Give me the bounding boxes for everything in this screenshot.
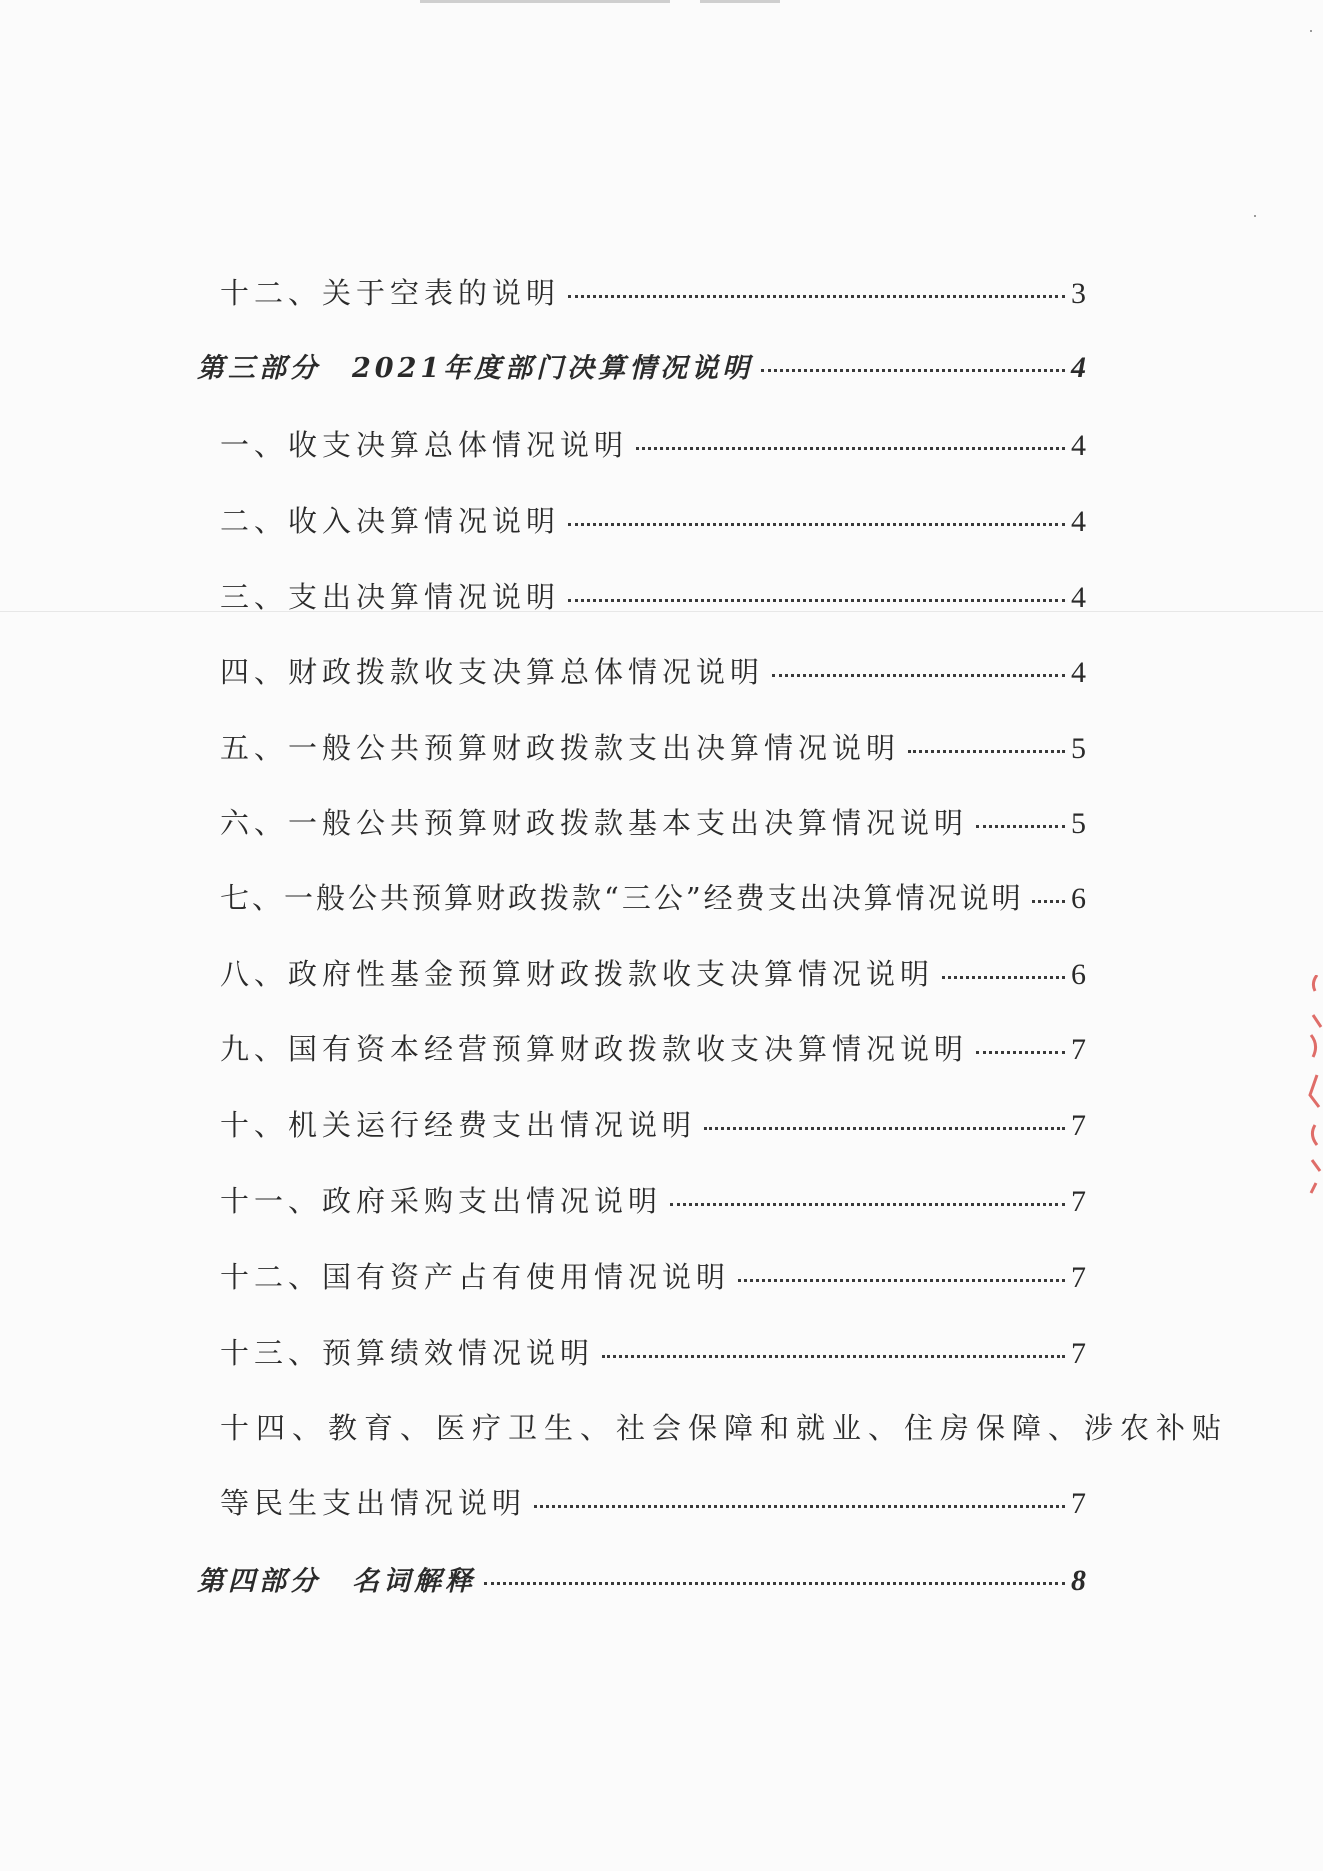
toc-entry[interactable] xyxy=(220,1331,1086,1371)
toc-entry-title: 二、收入决算情况说明 xyxy=(220,504,561,538)
toc-dot-leader xyxy=(772,674,1065,677)
toc-page-number: 4 xyxy=(1071,581,1086,614)
toc-dot-leader xyxy=(1032,900,1065,903)
toc-page-number: 7 xyxy=(1071,1261,1086,1294)
toc-dot-leader xyxy=(568,599,1065,602)
toc-dot-leader xyxy=(636,447,1065,450)
toc-entry-title: 七、一般公共预算财政拨款“三公”经费支出决算情况说明 xyxy=(220,881,1024,915)
toc-entry[interactable] xyxy=(220,575,1086,615)
toc-dot-leader xyxy=(568,523,1065,526)
toc-page-number: 4 xyxy=(1071,429,1086,462)
toc-entry[interactable] xyxy=(220,801,1086,841)
toc-dot-leader xyxy=(761,369,1065,372)
toc-dot-leader xyxy=(738,1279,1065,1282)
toc-entry[interactable] xyxy=(220,952,1086,992)
scan-top-edge-mark xyxy=(700,0,780,3)
toc-entry[interactable] xyxy=(220,1103,1086,1143)
toc-page-number: 4 xyxy=(1071,351,1086,384)
toc-dot-leader xyxy=(534,1505,1065,1508)
toc-entry-title: 十二、国有资产占有使用情况说明 xyxy=(220,1260,731,1294)
toc-entry-title: 第四部分 名词解释 xyxy=(197,1566,476,1597)
toc-entry[interactable] xyxy=(220,271,1086,311)
toc-entry[interactable] xyxy=(220,1255,1086,1295)
toc-entry-title-line2: 等民生支出情况说明 xyxy=(220,1486,527,1520)
toc-dot-leader xyxy=(976,1051,1065,1054)
toc-entry-title: 九、国有资本经营预算财政拨款收支决算情况说明 xyxy=(220,1032,969,1066)
toc-part-heading[interactable] xyxy=(197,1559,1086,1599)
toc-dot-leader xyxy=(670,1203,1065,1206)
toc-entry[interactable] xyxy=(220,1179,1086,1219)
toc-part-heading[interactable] xyxy=(197,346,1086,386)
toc-page-number: 6 xyxy=(1071,958,1086,991)
toc-entry-title: 十、机关运行经费支出情况说明 xyxy=(220,1108,697,1142)
toc-dot-leader xyxy=(704,1127,1065,1130)
toc-entry-title: 五、一般公共预算财政拨款支出决算情况说明 xyxy=(220,731,901,765)
toc-entry[interactable] xyxy=(220,876,1086,916)
toc-dot-leader xyxy=(908,750,1065,753)
toc-page-number: 4 xyxy=(1071,505,1086,538)
toc-entry-title: 十一、政府采购支出情况说明 xyxy=(220,1184,663,1218)
toc-page-number: 7 xyxy=(1071,1109,1086,1142)
toc-entry-title: 十三、预算绩效情况说明 xyxy=(220,1336,595,1370)
toc-entry-title-line1[interactable]: 十四、教育、医疗卫生、社会保障和就业、住房保障、涉农补贴 xyxy=(220,1411,1229,1445)
toc-entry-title: 一、收支决算总体情况说明 xyxy=(220,428,629,462)
toc-page-number: 8 xyxy=(1071,1564,1086,1597)
toc-entry[interactable] xyxy=(220,650,1086,690)
toc-entry[interactable] xyxy=(220,726,1086,766)
toc-page-number: 4 xyxy=(1071,656,1086,689)
toc-page-number: 5 xyxy=(1071,807,1086,840)
toc-page-number: 7 xyxy=(1071,1487,1086,1520)
toc-page-number: 7 xyxy=(1071,1033,1086,1066)
toc-dot-leader xyxy=(602,1355,1065,1358)
toc-entry[interactable] xyxy=(220,499,1086,539)
toc-entry-title: 四、财政拨款收支决算总体情况说明 xyxy=(220,655,765,689)
toc-entry-continuation[interactable] xyxy=(220,1481,1086,1521)
red-seal-fragment xyxy=(1307,975,1323,1195)
toc-dot-leader xyxy=(568,295,1065,298)
scan-top-edge-mark xyxy=(420,0,670,3)
toc-dot-leader xyxy=(976,825,1065,828)
toc-page-number: 6 xyxy=(1071,882,1086,915)
toc-page-number: 5 xyxy=(1071,732,1086,765)
toc-page-number: 7 xyxy=(1071,1185,1086,1218)
toc-entry[interactable] xyxy=(220,423,1086,463)
toc-entry-title: 第三部分 2021年度部门决算情况说明 xyxy=(197,353,754,384)
toc-page-number: 3 xyxy=(1071,277,1086,310)
toc-entry-title: 十二、关于空表的说明 xyxy=(220,276,561,310)
toc-dot-leader xyxy=(942,976,1065,979)
toc-entry-title: 八、政府性基金预算财政拨款收支决算情况说明 xyxy=(220,957,935,991)
toc-entry[interactable] xyxy=(220,1027,1086,1067)
scan-speck xyxy=(1254,215,1256,217)
toc-entry-title: 三、支出决算情况说明 xyxy=(220,580,561,614)
toc-entry-title: 六、一般公共预算财政拨款基本支出决算情况说明 xyxy=(220,806,969,840)
toc-page-number: 7 xyxy=(1071,1337,1086,1370)
scan-speck xyxy=(1310,30,1312,32)
toc-dot-leader xyxy=(484,1582,1065,1585)
